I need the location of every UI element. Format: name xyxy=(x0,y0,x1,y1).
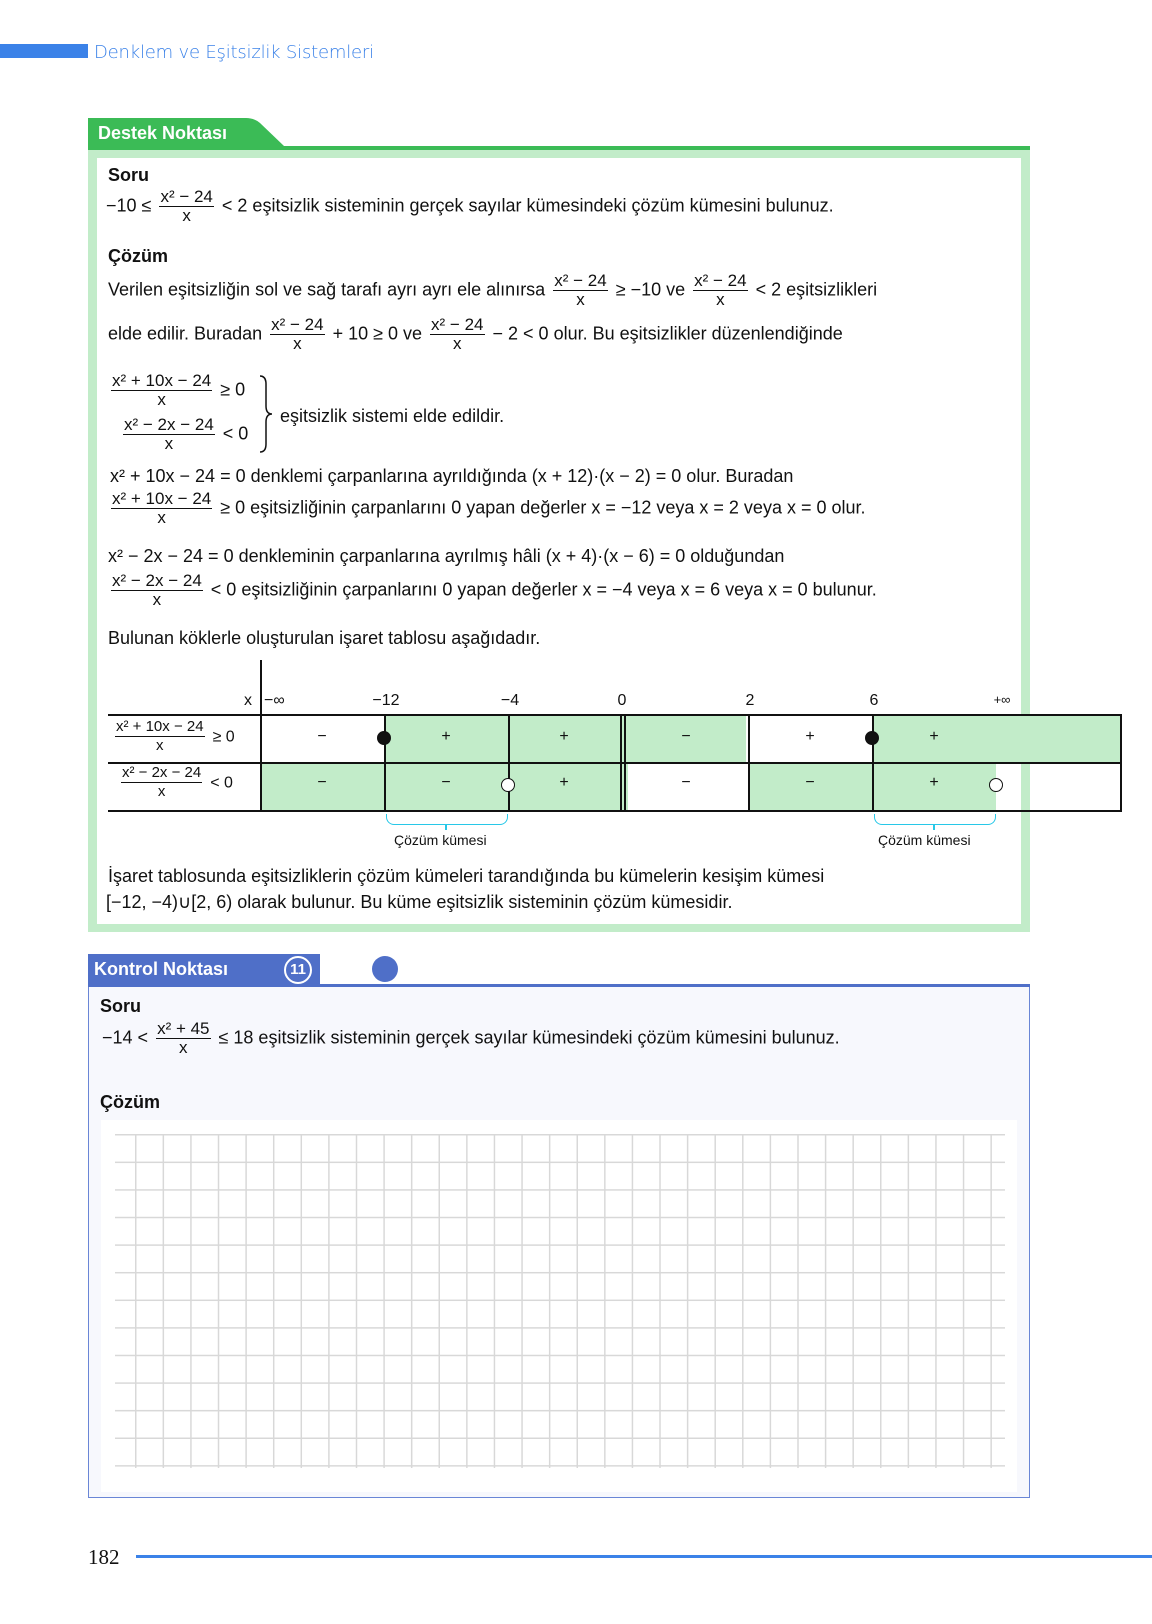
sign: + xyxy=(559,728,569,745)
answer-grid-lines xyxy=(115,1134,1005,1468)
page-number: 182 xyxy=(88,1545,120,1569)
sign: + xyxy=(805,728,815,745)
kontrol-cozum-heading: Çözüm xyxy=(100,1092,160,1112)
point-pos-inf: +∞ xyxy=(993,692,1011,707)
row1-label: $\frac{\text{x² + 10x − 24}}{x}$ ≥ 0 xyxy=(116,718,235,754)
solution-line-2: elde edilir. Buradan $\frac{\text{x² − 24}}{x}$ + 10 ≥ 0 ve $\frac{\text{x² − 24}}{x}$ − 2 < 0 olur. Bu eşitsizlikler düzenlendiğinde xyxy=(108,315,843,353)
sign: + xyxy=(559,774,569,791)
kontrol-soru-heading: Soru xyxy=(100,996,142,1016)
conclusion-line-2: [−12, −4)∪[2, 6) olarak bulunur. Bu küme eşitsizlik sisteminin çözüm kümesidir. xyxy=(106,892,733,912)
header-accent-bar xyxy=(0,44,88,58)
solution-line-7: Bulunan köklerle oluşturulan işaret tablosu aşağıdadır. xyxy=(108,628,541,648)
row2-label: $\frac{\text{x² − 2x − 24}}{x}$ < 0 xyxy=(122,764,233,800)
cozum-heading: Çözüm xyxy=(108,246,168,266)
solution-brace-icon xyxy=(874,814,996,825)
sign: − xyxy=(805,774,815,791)
kontrol-soru-text: −14 < $\frac{\text{x² + 45}}{x}$ ≤ 18 eşitsizlik sisteminin gerçek sayılar kümesindeki çözüm kümesini bulunuz. xyxy=(102,1019,840,1057)
sign: + xyxy=(929,774,939,791)
sign: + xyxy=(929,728,939,745)
right-brace-icon xyxy=(258,374,274,454)
question-number-badge: 11 xyxy=(284,956,312,984)
solution-brace-icon xyxy=(386,814,508,825)
footer-rule xyxy=(136,1555,1152,1558)
point: 2 xyxy=(745,692,755,709)
system-caption: eşitsizlik sistemi elde edildir. xyxy=(280,406,505,426)
solution-line-3: x² + 10x − 24 = 0 denklemi çarpanlarına ayrıldığında (x + 12)·(x − 2) = 0 olur. Buradan xyxy=(110,466,794,486)
solution-line-1: Verilen eşitsizliğin sol ve sağ tarafı ayrı ayrı ele alınırsa $\frac{\text{x² − 24}}{x}$ ≥ −10 ve $\frac{\text{x² − 24}}{x}$ < 2 eşitsizlikleri xyxy=(108,271,878,309)
sign: − xyxy=(681,774,691,791)
solution-line-5: x² − 2x − 24 = 0 denkleminin çarpanlarına ayrılmış hâli (x + 4)·(x − 6) = 0 olduğundan xyxy=(108,546,785,566)
soru-heading: Soru xyxy=(108,165,150,185)
fraction: $\frac{\text{x² − 24}}{x}$ xyxy=(160,187,213,225)
sign: − xyxy=(681,728,691,745)
system-ineq-1: $\frac{\text{x² + 10x − 24}}{x}$ ≥ 0 xyxy=(112,371,246,409)
open-dot-icon xyxy=(989,778,1003,792)
sign: − xyxy=(441,774,451,791)
solution-label-2: Çözüm kümesi xyxy=(878,832,971,848)
point-neg-inf: −∞ xyxy=(264,692,285,709)
closed-dot-icon xyxy=(865,731,879,745)
sign: − xyxy=(317,774,327,791)
open-dot-icon xyxy=(501,778,515,792)
x-label: x xyxy=(244,692,252,709)
system-ineq-2: $\frac{\text{x² − 2x − 24}}{x}$ < 0 xyxy=(124,415,249,453)
sign-table xyxy=(108,680,1011,848)
solution-line-6: $\frac{\text{x² − 2x − 24}}{x}$ < 0 eşitsizliğinin çarpanlarını 0 yapan değerler x = −4 veya x = 6 veya x = 0 bulunur. xyxy=(112,571,877,609)
point: 6 xyxy=(869,692,879,709)
chapter-title: Denklem ve Eşitsizlik Sistemleri xyxy=(94,42,374,63)
solution-line-4: $\frac{\text{x² + 10x − 24}}{x}$ ≥ 0 eşitsizliğinin çarpanlarını 0 yapan değerler x = −12 veya x = 2 veya x = 0 olur. xyxy=(112,489,866,527)
point: −4 xyxy=(500,692,520,709)
solution-label-1: Çözüm kümesi xyxy=(394,832,487,848)
destek-noktasi-tab xyxy=(88,118,288,148)
sign: + xyxy=(441,728,451,745)
conclusion-line-1: İşaret tablosunda eşitsizliklerin çözüm kümeleri tarandığında bu kümelerin kesişim kümesi xyxy=(108,866,825,886)
destek-tab-label: Destek Noktası xyxy=(98,123,228,143)
kontrol-tab-label: Kontrol Noktası xyxy=(94,959,229,979)
closed-dot-icon xyxy=(377,731,391,745)
point: 0 xyxy=(617,692,627,709)
point: −12 xyxy=(372,692,400,709)
sign: − xyxy=(317,728,327,745)
soru-text: −10 ≤ $\frac{\text{x² − 24}}{x}$ < 2 eşitsizlik sisteminin gerçek sayılar kümesindeki çözüm kümesini bulunuz. xyxy=(106,187,834,225)
